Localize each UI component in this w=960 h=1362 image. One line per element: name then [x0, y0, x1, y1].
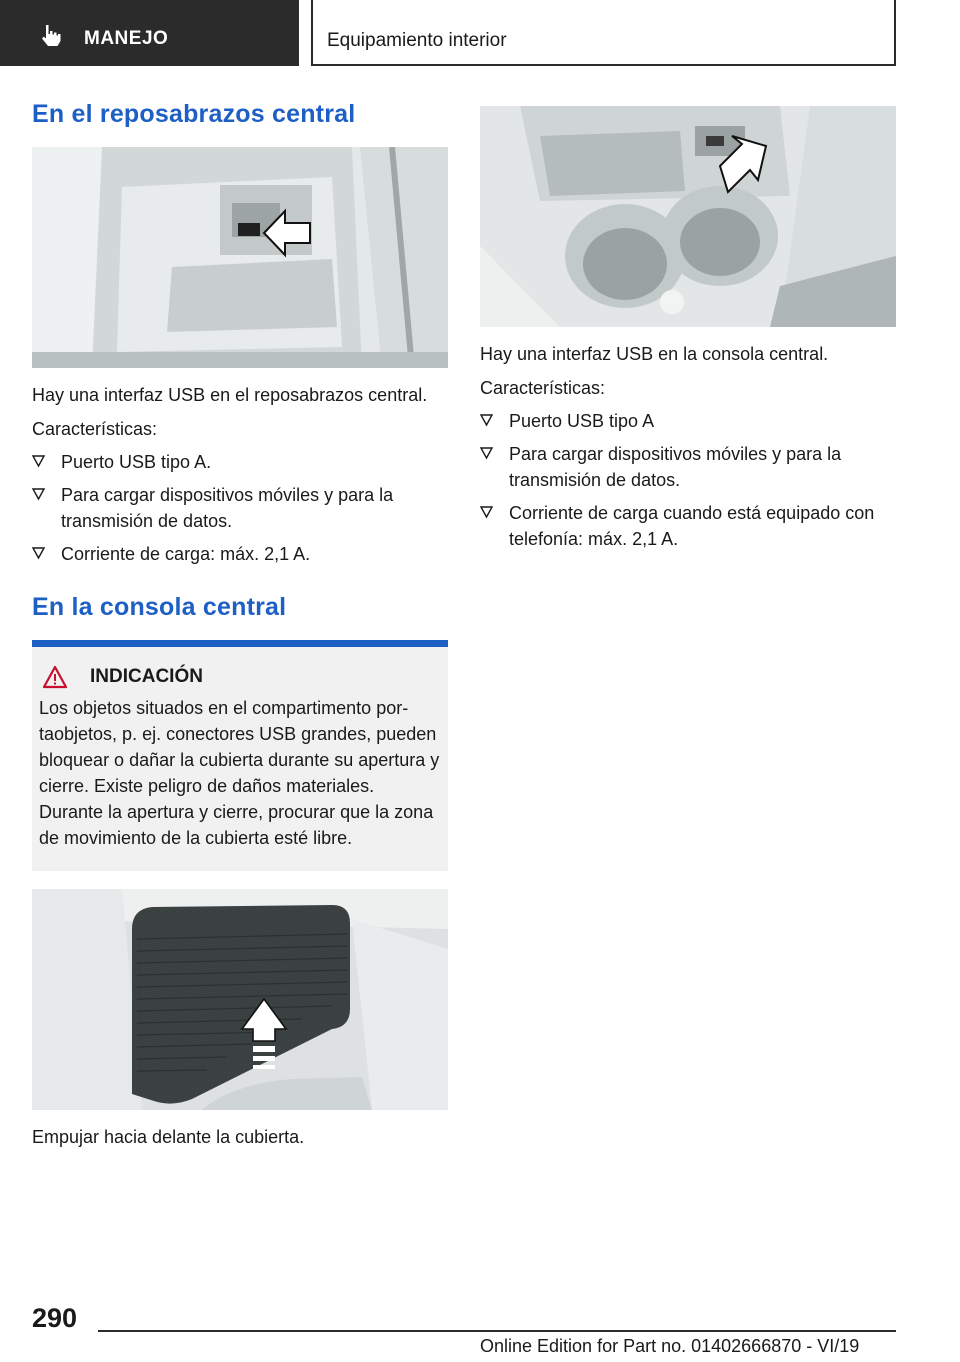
- triangle-bullet-icon: [480, 447, 493, 460]
- triangle-bullet-icon: [32, 455, 45, 468]
- page-header: [0, 0, 960, 66]
- triangle-bullet-icon: [32, 488, 45, 501]
- chapter-tab: [311, 0, 896, 66]
- list-item: Para cargar dispositivos móviles y para la transmisión de datos.: [480, 441, 896, 493]
- list-item: Corriente de carga: máx. 2,1 A.: [32, 541, 448, 567]
- right-column: [480, 106, 896, 552]
- left-column: [32, 100, 448, 1150]
- warning-icon: [42, 665, 68, 689]
- cupholder-usb-photo: [480, 106, 896, 327]
- hand-pointer-icon: [38, 22, 64, 48]
- console-features: [480, 408, 896, 552]
- triangle-bullet-icon: [32, 547, 45, 560]
- page-number: 290: [32, 1303, 78, 1333]
- features-label: Características:: [480, 378, 606, 398]
- triangle-bullet-icon: [480, 414, 493, 427]
- features-label: Características:: [32, 419, 158, 439]
- console-intro: Hay una interfaz USB en la consola central.: [480, 344, 829, 364]
- cover-caption: Empujar hacia delante la cubierta.: [32, 1127, 305, 1147]
- triangle-bullet-icon: [480, 506, 493, 519]
- list-item: Puerto USB tipo A.: [32, 449, 448, 475]
- notice-body: Los objetos situados en el compartimento portaobjetos, p. ej. conectores USB grandes, pueden bloquear o dañar la cubierta durante su apertura y cierre. Existe peligro de daños materiales. Durante la apertura y cierre, procurar que la zona de movimiento de la cubierta esté libre.: [39, 698, 440, 848]
- footer-rule: [98, 1330, 896, 1332]
- heading-armrest: En el reposabrazos central: [32, 100, 356, 128]
- list-item: Corriente de carga cuando está equipado con telefonía: máx. 2,1 A.: [480, 500, 896, 552]
- notice-title: INDICACIÓN: [42, 665, 440, 689]
- section-tab: [0, 0, 299, 66]
- edition-text: Online Edition for Part no. 01402666870 - VI/19: [480, 1336, 860, 1356]
- armrest-usb-photo: [32, 147, 448, 368]
- armrest-features: [32, 449, 448, 567]
- notice-box: [32, 640, 448, 871]
- list-item: Para cargar dispositivos móviles y para la transmisión de datos.: [32, 482, 448, 534]
- console-cover-photo: [32, 889, 448, 1110]
- list-item: Puerto USB tipo A: [480, 408, 896, 434]
- heading-center-console: En la consola central: [32, 593, 287, 621]
- armrest-intro: Hay una interfaz USB en el reposabrazos central.: [32, 385, 428, 405]
- chapter-title: Equipamiento interior: [327, 30, 507, 51]
- section-title: MANEJO: [84, 28, 169, 49]
